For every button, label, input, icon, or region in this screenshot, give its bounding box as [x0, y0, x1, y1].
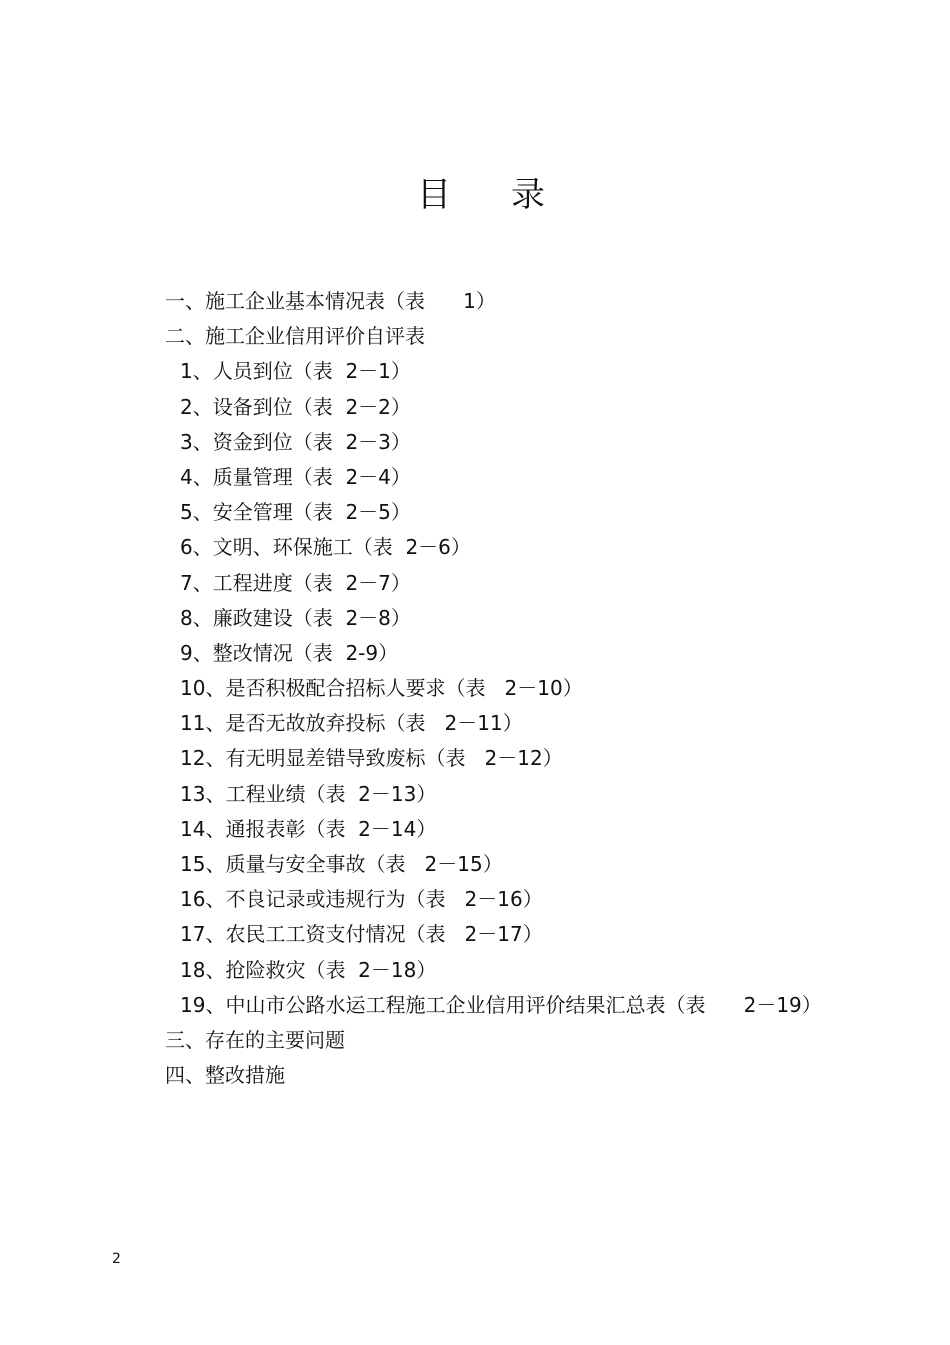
toc-item-2-1: 1、人员到位（表 2－1） [180, 359, 411, 384]
toc-item-2-12: 12、有无明显差错导致废标（表 2－12） [180, 746, 563, 771]
toc-item-2-14: 14、通报表彰（表 2－14） [180, 816, 437, 841]
toc-item-2-11: 11、是否无故放弃投标（表 2－11） [180, 711, 523, 736]
toc-item-2-6: 6、文明、环保施工（表 2－6） [180, 535, 471, 560]
table-of-contents [165, 284, 885, 1093]
toc-item-2-7: 7、工程进度（表 2－7） [180, 570, 411, 595]
toc-item-section-1: 一、施工企业基本情况表（表 1） [165, 289, 496, 313]
title-char-1: 目 [417, 175, 451, 215]
toc-item-2-10: 10、是否积极配合招标人要求（表 2－10） [180, 676, 583, 701]
toc-item-2-19: 19、中山市公路水运工程施工企业信用评价结果汇总表（表 2－19） [180, 992, 822, 1017]
toc-item-2-18: 18、抢险救灾（表 2－18） [180, 957, 437, 982]
toc-item-section-2: 二、施工企业信用评价自评表 [165, 324, 425, 349]
toc-item-2-4: 4、质量管理（表 2－4） [180, 464, 411, 489]
toc-item-section-4: 四、整改措施 [165, 1063, 285, 1088]
toc-item-2-2: 2、设备到位（表 2－2） [180, 394, 411, 419]
toc-item-2-16: 16、不良记录或违规行为（表 2－16） [180, 887, 543, 912]
toc-item-section-3: 三、存在的主要问题 [165, 1027, 345, 1052]
toc-item-2-15: 15、质量与安全事故（表 2－15） [180, 852, 503, 876]
title-char-2: 录 [511, 175, 545, 215]
toc-item-2-17: 17、农民工工资支付情况（表 2－17） [180, 922, 543, 947]
toc-item-2-8: 8、廉政建设（表 2－8） [180, 605, 411, 630]
toc-item-2-3: 3、资金到位（表 2－3） [180, 429, 411, 454]
toc-item-2-9: 9、整改情况（表 2-9） [180, 640, 399, 665]
page-title [6, 172, 950, 218]
toc-item-2-5: 5、安全管理（表 2－5） [180, 500, 411, 525]
toc-item-2-13: 13、工程业绩（表 2－13） [180, 781, 437, 806]
page-number: 2 [112, 1251, 121, 1267]
